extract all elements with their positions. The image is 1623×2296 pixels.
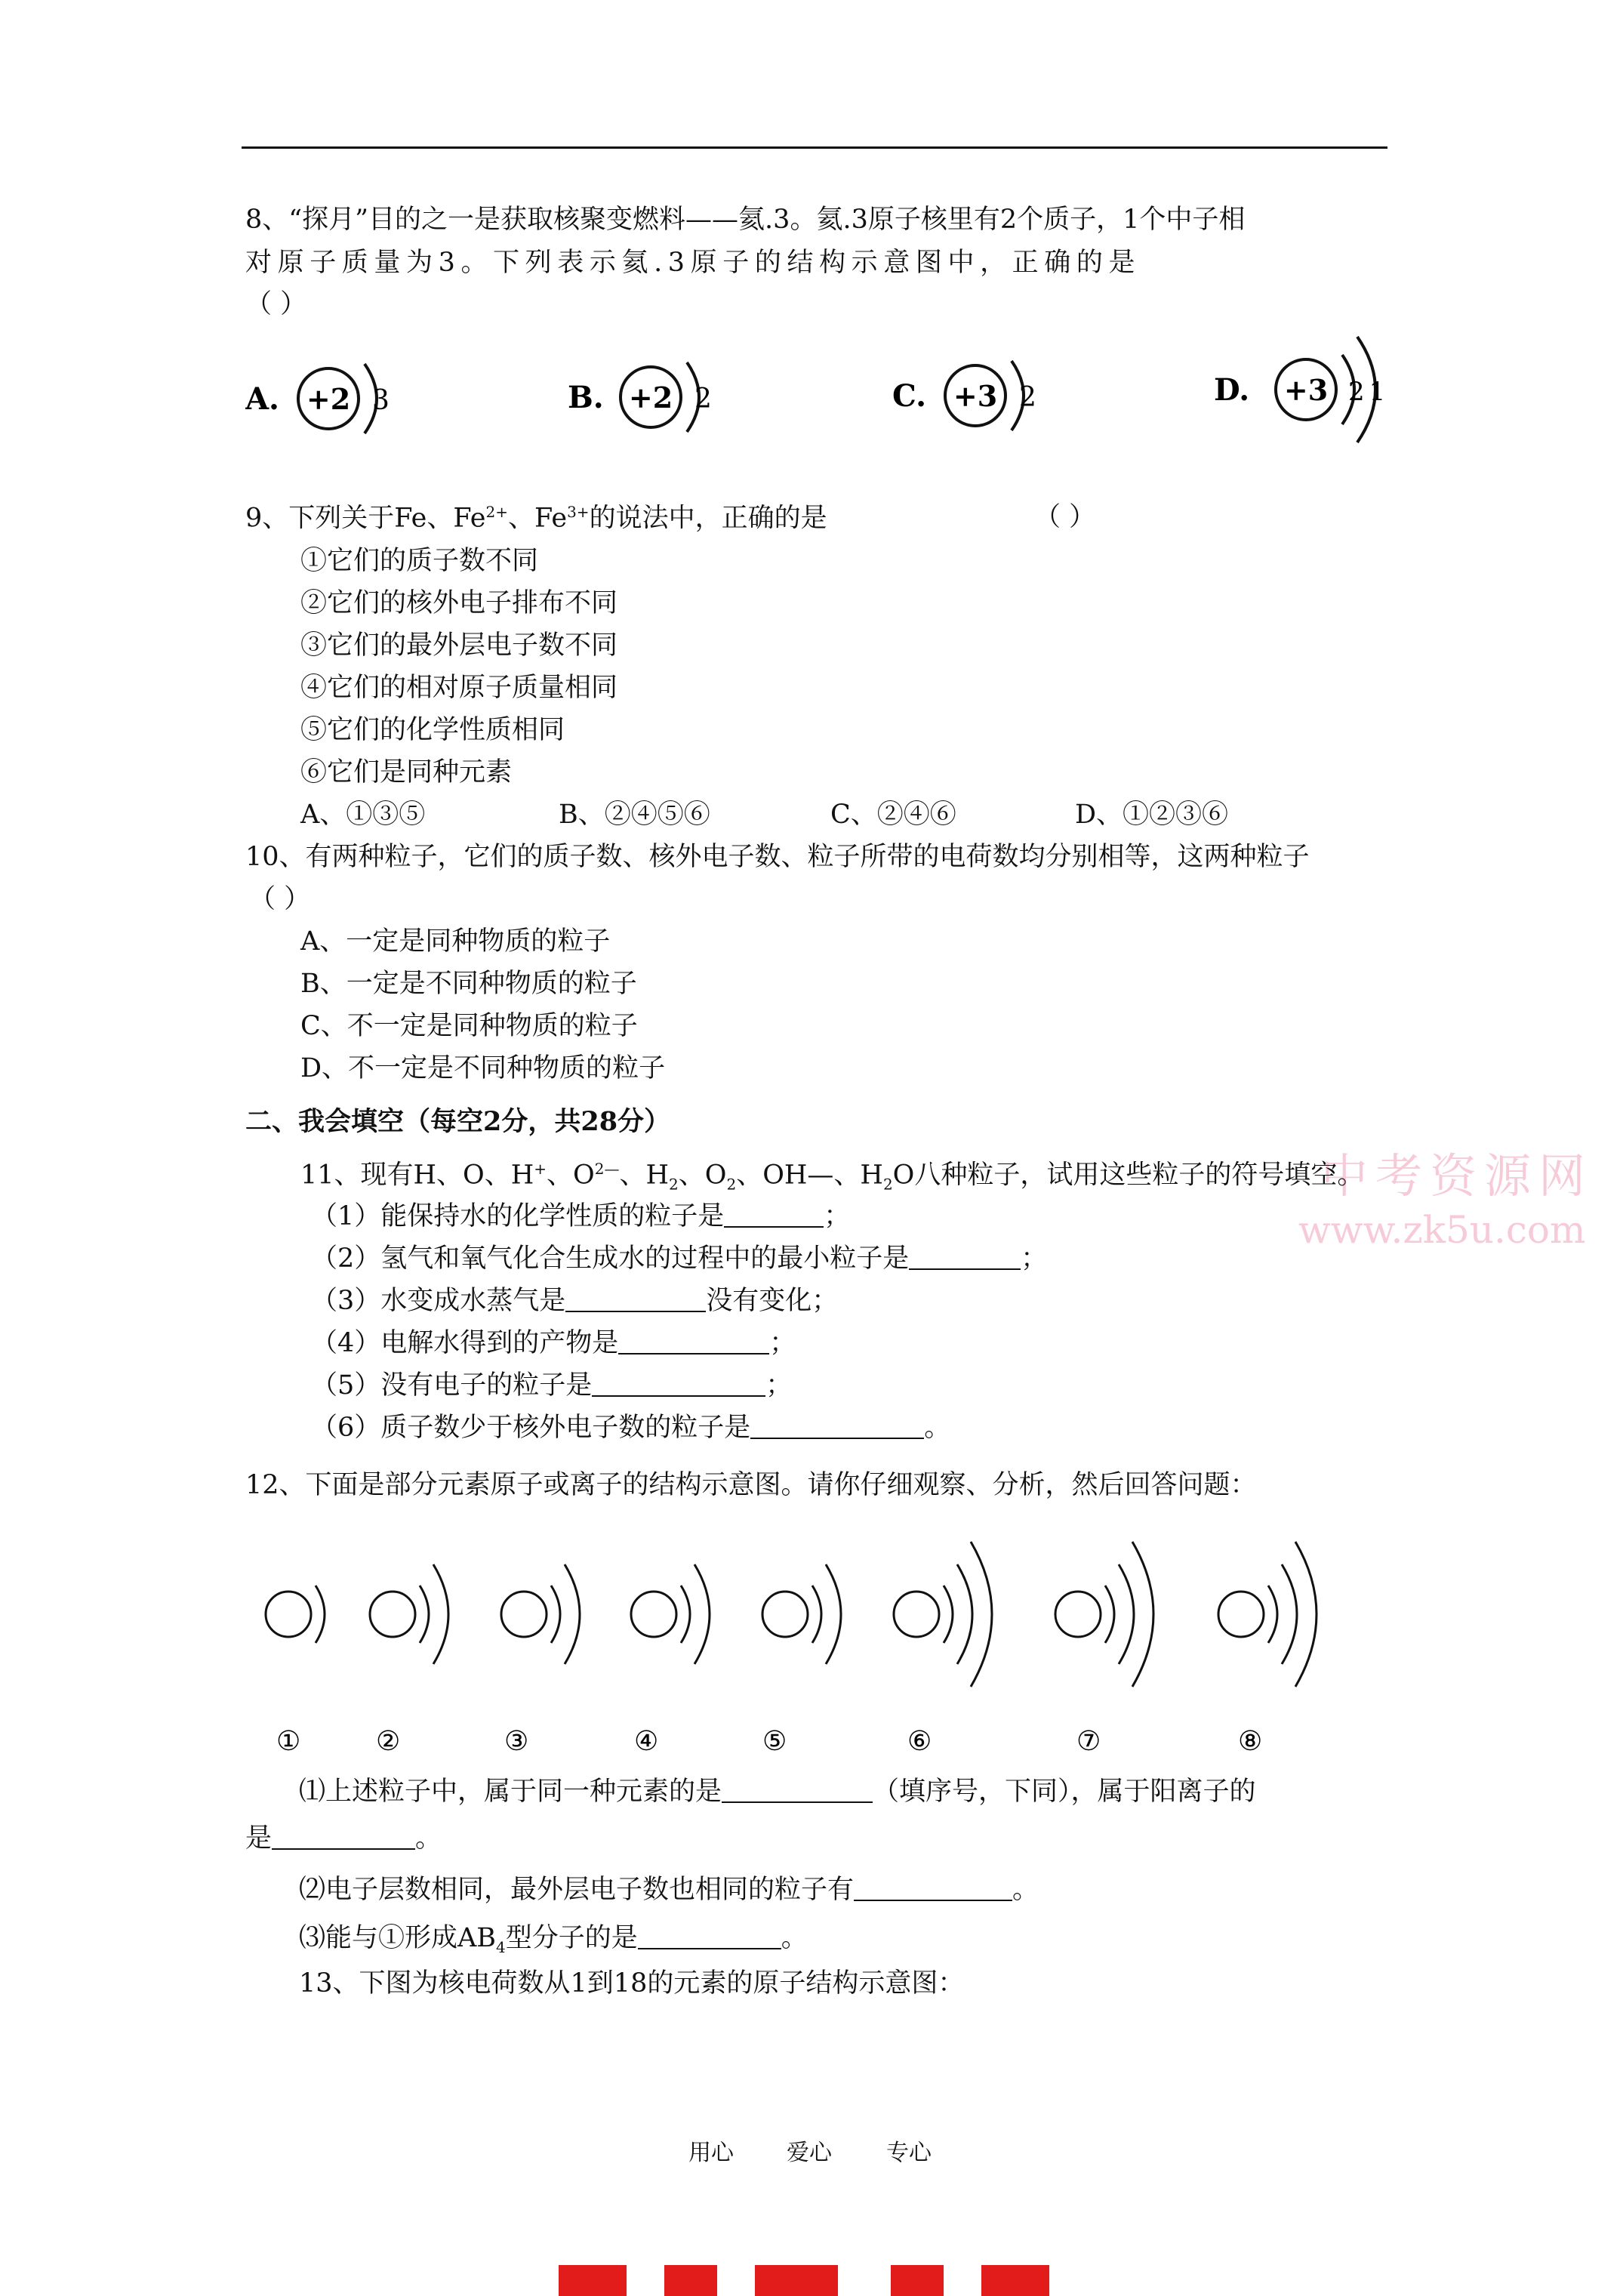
structure-diagram-2 bbox=[370, 1564, 448, 1664]
q8-option-a bbox=[245, 355, 411, 448]
q11-item-1: （1）能保持水的化学性质的粒子是 ； bbox=[311, 1201, 851, 1231]
q11-stem-part-a: 11、现有H、O、H bbox=[300, 1160, 534, 1191]
structure-diagram-3 bbox=[501, 1564, 580, 1664]
answer-blank[interactable] bbox=[272, 1826, 415, 1850]
q8-line2: 对原子质量为3。下列表示氦.3原子的结构示意图中，正确的是 bbox=[245, 248, 1141, 278]
q10-paren: （ ） bbox=[249, 884, 311, 914]
q9-fe3: Fe bbox=[534, 503, 568, 534]
q12-sub3: ⑶能与①形成$AB_4$型分子的是 。 bbox=[299, 1923, 808, 1956]
q8-option-c-letter: C. bbox=[892, 378, 927, 414]
q9-choice-a: A、①③⑤ bbox=[300, 800, 426, 830]
answer-blank[interactable] bbox=[638, 1925, 781, 1949]
q12-sub1: ⑴上述粒子中，属于同一种元素的是 （填序号，下同），属于阳离子的 bbox=[299, 1777, 1256, 1807]
q11-stem-part-f: O八种粒子，试用这些粒子的符号填空。 bbox=[892, 1160, 1364, 1191]
q9-item-5: ⑤它们的化学性质相同 bbox=[300, 715, 565, 745]
q10-choice-b: B、一定是不同种物质的粒子 bbox=[300, 969, 637, 999]
q11-stem-part-b: 、O bbox=[547, 1160, 595, 1191]
answer-blank[interactable] bbox=[618, 1330, 769, 1354]
q10-stem: 10、有两种粒子，它们的质子数、核外电子数、粒子所带的电荷数均分别相等，这两种粒子 bbox=[245, 842, 1310, 872]
q8-paren: （ ） bbox=[245, 289, 307, 319]
answer-blank[interactable] bbox=[565, 1288, 706, 1312]
structure-diagram-1 bbox=[266, 1586, 325, 1643]
q8-option-d bbox=[1214, 331, 1395, 455]
q9-sep2: 、 bbox=[507, 503, 534, 534]
q8-option-c-shells: 2 bbox=[1019, 382, 1036, 413]
q12-stem: 12、下面是部分元素原子或离子的结构示意图。请你仔细观察、分析，然后回答问题： bbox=[245, 1470, 1257, 1500]
structure-label-7: ⑦ bbox=[1076, 1726, 1101, 1757]
q11-o-2minus: 2— bbox=[594, 1160, 620, 1178]
q11-o2-sub: 2 bbox=[726, 1175, 737, 1194]
q9-fe2-charge: 2+ bbox=[485, 503, 508, 521]
structure-label-8: ⑧ bbox=[1238, 1726, 1263, 1757]
answer-blank[interactable] bbox=[722, 1779, 873, 1803]
structure-label-6: ⑥ bbox=[907, 1726, 932, 1757]
q9-paren: （ ） bbox=[1034, 502, 1096, 532]
structure-diagram-4 bbox=[631, 1564, 710, 1664]
red-banner-fragment bbox=[755, 2265, 838, 2296]
q8-option-a-letter: A. bbox=[245, 381, 279, 417]
structure-label-4: ④ bbox=[634, 1726, 659, 1757]
structure-diagram-6 bbox=[894, 1542, 992, 1687]
footer-word-2: 爱心 bbox=[787, 2140, 832, 2166]
q9-stem bbox=[245, 504, 827, 532]
q9-item-2: ②它们的核外电子排布不同 bbox=[300, 588, 618, 618]
red-banner-fragment bbox=[559, 2265, 627, 2296]
q9-stem-prefix: 9、下列关于 bbox=[245, 503, 395, 534]
q9-choice-c: C、②④⑥ bbox=[830, 800, 956, 830]
q9-fe: Fe bbox=[394, 503, 427, 534]
structure-diagram-7 bbox=[1055, 1542, 1153, 1687]
footer-word-3: 专心 bbox=[886, 2140, 932, 2166]
q11-h2o-sub: 2 bbox=[882, 1175, 893, 1194]
structure-label-1: ① bbox=[276, 1726, 301, 1757]
q8-option-b bbox=[568, 353, 734, 447]
q8-option-d-letter: D. bbox=[1214, 372, 1250, 408]
answer-blank[interactable] bbox=[724, 1203, 824, 1228]
q11-item-5: （5）没有电子的粒子是 ； bbox=[311, 1370, 793, 1401]
footer-word-1: 用心 bbox=[688, 2140, 734, 2166]
q11-stem bbox=[300, 1161, 1363, 1192]
q9-item-3: ③它们的最外层电子数不同 bbox=[300, 630, 618, 661]
q9-choice-b: B、②④⑤⑥ bbox=[559, 800, 710, 830]
q9-fe3-charge: 3+ bbox=[567, 503, 590, 521]
q8-option-c bbox=[892, 352, 1058, 445]
q8-option-d-shells: 21 bbox=[1348, 377, 1390, 407]
q9-item-1: ①它们的质子数不同 bbox=[300, 546, 539, 576]
q12-sub2: ⑵电子层数相同，最外层电子数也相同的粒子有 。 bbox=[299, 1875, 1039, 1905]
watermark-url: www.zk5u.com bbox=[1298, 1208, 1586, 1252]
q8-line1: 8、“探月”目的之一是获取核聚变燃料——氦.3。氦.3原子核里有2个质子，1个中子相 bbox=[245, 205, 1246, 235]
q11-h2-sub: 2 bbox=[669, 1175, 679, 1194]
answer-blank[interactable] bbox=[750, 1415, 924, 1439]
answer-blank[interactable] bbox=[592, 1373, 765, 1397]
structure-diagram-5 bbox=[762, 1564, 841, 1664]
q11-item-2: （2）氢气和氧气化合生成水的过程中的最小粒子是 ； bbox=[311, 1244, 1048, 1274]
q10-choice-c: C、不一定是同种物质的粒子 bbox=[300, 1011, 638, 1041]
q11-stem-part-c: 、H bbox=[619, 1160, 670, 1191]
answer-blank[interactable] bbox=[909, 1246, 1021, 1270]
q11-h-plus: + bbox=[534, 1160, 547, 1178]
q11-item-3: （3）水变成水蒸气是 没有变化； bbox=[311, 1286, 839, 1316]
q11-item-4: （4）电解水得到的产物是 ； bbox=[311, 1328, 796, 1358]
q12-structure-diagrams bbox=[249, 1525, 1366, 1777]
q8-option-c-nucleus: +3 bbox=[953, 379, 998, 413]
q9-item-6: ⑥它们是同种元素 bbox=[300, 757, 513, 787]
q9-choice-d: D、①②③⑥ bbox=[1075, 800, 1229, 830]
structure-label-5: ⑤ bbox=[762, 1726, 787, 1757]
q8-option-d-nucleus: +3 bbox=[1283, 373, 1329, 407]
q11-item-6: （6）质子数少于核外电子数的粒子是 。 bbox=[311, 1413, 951, 1443]
red-banner-fragment bbox=[664, 2265, 717, 2296]
structure-diagram-8 bbox=[1218, 1542, 1317, 1687]
watermark-site-name: 中考资源网 bbox=[1321, 1148, 1594, 1203]
q12-sub1-cont: 是 。 bbox=[245, 1823, 442, 1854]
q10-choice-a: A、一定是同种物质的粒子 bbox=[300, 926, 611, 957]
q9-fe2: Fe bbox=[453, 503, 486, 534]
q9-sep1: 、 bbox=[427, 503, 454, 534]
section-2-title: 二、我会填空（每空2分，共28分） bbox=[245, 1106, 671, 1137]
header-rule bbox=[242, 146, 1387, 149]
q10-choice-d: D、不一定是不同种物质的粒子 bbox=[300, 1053, 666, 1083]
q9-stem-suffix: 的说法中，正确的是 bbox=[589, 503, 827, 534]
q13-stem: 13、下图为核电荷数从1到18的元素的原子结构示意图： bbox=[299, 1968, 965, 1999]
red-banner-fragment bbox=[981, 2265, 1049, 2296]
q11-stem-part-e: 、OH—、H bbox=[736, 1160, 883, 1191]
answer-blank[interactable] bbox=[854, 1877, 1012, 1901]
structure-label-3: ③ bbox=[504, 1726, 529, 1757]
q9-item-4: ④它们的相对原子质量相同 bbox=[300, 673, 618, 703]
q8-option-b-letter: B. bbox=[568, 380, 604, 415]
structure-label-2: ② bbox=[376, 1726, 401, 1757]
q8-option-b-shells: 2 bbox=[694, 384, 712, 415]
q8-option-a-nucleus: +2 bbox=[306, 382, 351, 416]
q8-option-b-nucleus: +2 bbox=[628, 381, 673, 415]
q8-option-a-shells: 3 bbox=[372, 385, 390, 416]
red-banner-fragment bbox=[891, 2265, 944, 2296]
q11-stem-part-d: 、O bbox=[678, 1160, 727, 1191]
